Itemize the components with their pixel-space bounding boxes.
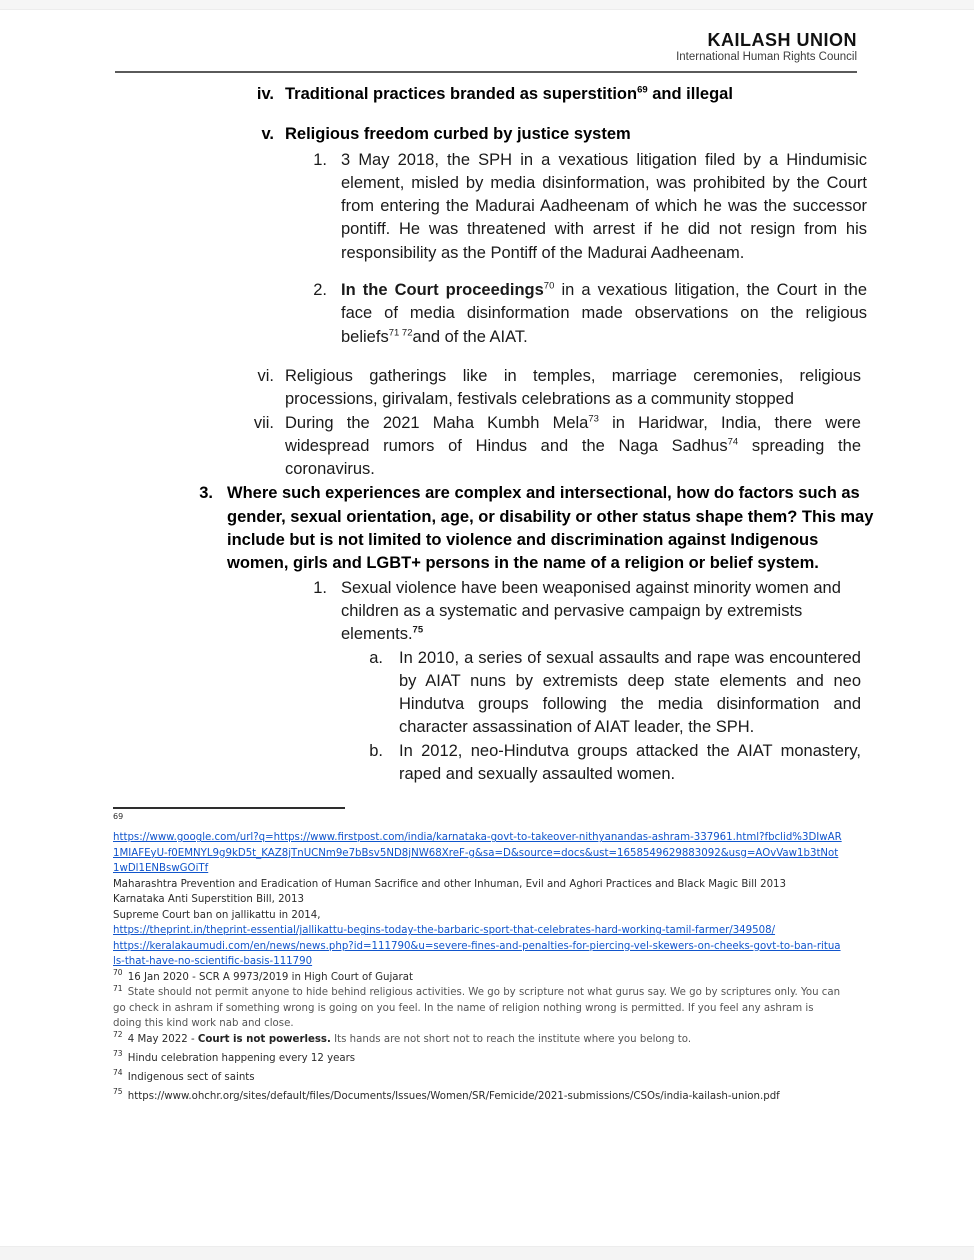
text-segment: In 2010, a series of sexual assaults and rape was encountered by AIAT nuns by extremists deep state elements and neo Hindutva groups following the media disinformation and character assassination of AIAT leader, the SPH. bbox=[399, 648, 861, 737]
text-segment: Religious gatherings like in temples, marriage ceremonies, religious processions, girivalam, festivals celebrations as a community stopped bbox=[285, 366, 861, 409]
footnote-line-6 bbox=[113, 939, 843, 970]
footnote-line-75 bbox=[113, 1089, 843, 1105]
footnote-line-74 bbox=[113, 1070, 843, 1086]
list-item-text bbox=[285, 83, 861, 106]
list-marker: vii. bbox=[253, 413, 274, 432]
list-item-b-9 bbox=[0, 740, 974, 787]
text-segment: Religious freedom curbed by justice system bbox=[285, 125, 631, 144]
footnote-text: Hindu celebration happening every 12 years bbox=[124, 1052, 356, 1064]
list-item-2-3 bbox=[0, 279, 974, 349]
list-marker: 3. bbox=[199, 484, 213, 503]
footnote-line-1 bbox=[113, 830, 843, 877]
footnote-line-71 bbox=[113, 985, 843, 1032]
list-item-text bbox=[341, 577, 846, 647]
footnote-number: 75 bbox=[113, 1087, 123, 1097]
footnote-reference: 71 72 bbox=[388, 327, 413, 339]
footnote-number: 71 bbox=[113, 983, 123, 993]
list-item-vii-5 bbox=[0, 412, 974, 482]
footnote-line-72 bbox=[113, 1032, 843, 1048]
text-segment: 3 May 2018, the SPH in a vexatious litigation filed by a Hindumisic element, misled by media disinformation, was prohibited by the Court from entering the Madurai Aadheenam of which he was the successor pontiff. He was threatened with arrest if he did not resign from his responsibility as the Pontiff of the Madurai Aadheenam. bbox=[341, 150, 867, 262]
list-marker: iv. bbox=[256, 85, 274, 103]
text-segment: Sexual violence have been weaponised against minority women and children as a systematic and pervasive campaign by extremists elements. bbox=[341, 578, 841, 644]
page-edge-top bbox=[0, 0, 974, 10]
footnote-number: 73 bbox=[113, 1049, 123, 1059]
text-segment: During the 2021 Maha Kumbh Mela bbox=[285, 413, 589, 432]
page-edge-bottom bbox=[0, 1246, 974, 1260]
text-segment: In the Court proceedings bbox=[341, 281, 544, 300]
footnote-separator bbox=[113, 807, 345, 809]
list-item-text bbox=[399, 647, 861, 740]
footnote-link[interactable]: https://keralakaumudi.com/en/news/news.php?id=111790&u=severe-fines-and-penalties-for-piercing-vel-skewers-on-cheeks-govt-to-ban-rituals-that-have-no-scientific-basis-111790 bbox=[113, 940, 841, 968]
footnote-reference: 73 bbox=[588, 413, 599, 425]
footnote-reference: 69 bbox=[637, 84, 648, 96]
text-segment: and illegal bbox=[647, 85, 733, 103]
document-body bbox=[0, 83, 974, 786]
list-item-a-8 bbox=[0, 647, 974, 740]
footnote-number: 69 bbox=[113, 811, 124, 821]
list-marker: 1. bbox=[313, 578, 327, 597]
list-item-1-7 bbox=[0, 577, 974, 647]
list-item-3-6 bbox=[0, 482, 974, 575]
footnote-text: 16 Jan 2020 - SCR A 9973/2019 in High Court of Gujarat bbox=[124, 971, 413, 983]
list-item-vi-4 bbox=[0, 365, 974, 412]
list-item-v-1 bbox=[0, 123, 974, 146]
list-marker: b. bbox=[369, 741, 383, 760]
text-segment: and of the AIAT. bbox=[412, 327, 528, 346]
footnote-reference: 70 bbox=[543, 280, 555, 292]
list-item-text bbox=[285, 123, 861, 146]
footnote-text: Its hands are not short not to reach the institute where you belong to. bbox=[330, 1033, 692, 1045]
footnote-text: https://www.ohchr.org/sites/default/files/Documents/Issues/Women/SR/Femicide/2021-submissions/CSOs/india-kailash-union.pdf bbox=[124, 1090, 780, 1102]
footnote-number: 70 bbox=[113, 968, 123, 978]
text-segment: in Haridwar, India, there were widespread rumors of Hindus and the Naga Sadhus bbox=[285, 413, 861, 455]
footnote-reference: 75 bbox=[412, 624, 424, 636]
footnote-text: Maharashtra Prevention and Eradication of Human Sacrifice and other Inhuman, Evil and Aghori Practices and Black Magic Bill 2013 bbox=[113, 878, 787, 890]
footnote-link[interactable]: https://www.google.com/url?q=https://www.firstpost.com/india/karnataka-govt-to-takeover-nithyanandas-ashram-337961.html?fbclid%3DIwAR1MIAFEyU-f0EMNYL9g9kD5t_KAZ8jTnUCNm9e7bBsv5ND8jNW68XreF-g&sa=D&source=docs&ust=1658549629883092&usg=AOvVaw1b3tNot1wDl1ENBswGOiTf bbox=[113, 832, 842, 875]
list-item-text bbox=[285, 365, 861, 412]
footnote-number: 72 bbox=[113, 1030, 123, 1040]
footnote-line-73 bbox=[113, 1051, 843, 1067]
footnote-number: 74 bbox=[113, 1068, 123, 1078]
list-marker: vi. bbox=[257, 366, 274, 385]
footnote-line-3 bbox=[113, 892, 843, 908]
list-item-iv-0 bbox=[0, 83, 974, 106]
list-marker: v. bbox=[261, 125, 274, 144]
footnote-text: Supreme Court ban on jallikattu in 2014, bbox=[113, 909, 321, 921]
text-segment: Where such experiences are complex and intersectional, how do factors such as gender, sexual orientation, age, or disability or other status shape them? This may include but is not limited to violence and discrimination against Indigenous women, girls and LGBT+ persons in the name of a religion or belief system. bbox=[227, 484, 874, 573]
footnote-link[interactable]: https://theprint.in/theprint-essential/jallikattu-begins-today-the-barbaric-sport-that-celebrates-hard-working-tamil-farmer/349508/ bbox=[113, 925, 776, 937]
footnote-text: Indigenous sect of saints bbox=[124, 1071, 255, 1083]
org-name: KAILASH UNION bbox=[707, 30, 857, 50]
footnote-reference: 74 bbox=[727, 436, 739, 448]
footnote-line-69 bbox=[113, 811, 843, 826]
list-marker: 1. bbox=[313, 150, 327, 169]
org-subtitle: International Human Rights Council bbox=[676, 51, 857, 63]
list-marker: a. bbox=[369, 648, 383, 667]
list-marker: 2. bbox=[313, 281, 327, 300]
footnote-text: Court is not powerless. bbox=[197, 1033, 331, 1045]
list-item-text bbox=[341, 279, 867, 349]
footnotes bbox=[113, 811, 843, 1104]
list-item-text bbox=[285, 412, 861, 482]
text-segment: spreading the coronavirus. bbox=[285, 436, 861, 479]
footnote-line-4 bbox=[113, 908, 843, 924]
footnote-line-2 bbox=[113, 877, 843, 893]
footnote-line-70 bbox=[113, 970, 843, 986]
list-item-text bbox=[399, 740, 861, 787]
header-rule bbox=[115, 71, 857, 73]
text-segment: in a vexatious litigation, the Court in the face of media disinformation made observations on the religious beliefs bbox=[341, 281, 867, 346]
text-segment: In 2012, neo-Hindutva groups attacked the AIAT monastery, raped and sexually assaulted women. bbox=[399, 741, 861, 784]
footnote-text: State should not permit anyone to hide behind religious activities. We go by scripture not what gurus say. We go by scriptures only. You can go check in ashram if something wrong is going on you feel. In the name of religion nothing wrong is permitted. If you feel any ashram is doing this kind work nab and close. bbox=[113, 987, 841, 1030]
list-item-text bbox=[341, 149, 867, 265]
text-segment: Traditional practices branded as superstition bbox=[285, 85, 638, 103]
footnote-line-5 bbox=[113, 923, 843, 939]
list-item-1-2 bbox=[0, 149, 974, 265]
footnote-text: 4 May 2022 - bbox=[124, 1033, 198, 1045]
footnote-text: Karnataka Anti Superstition Bill, 2013 bbox=[113, 894, 304, 906]
list-item-text bbox=[227, 482, 882, 575]
